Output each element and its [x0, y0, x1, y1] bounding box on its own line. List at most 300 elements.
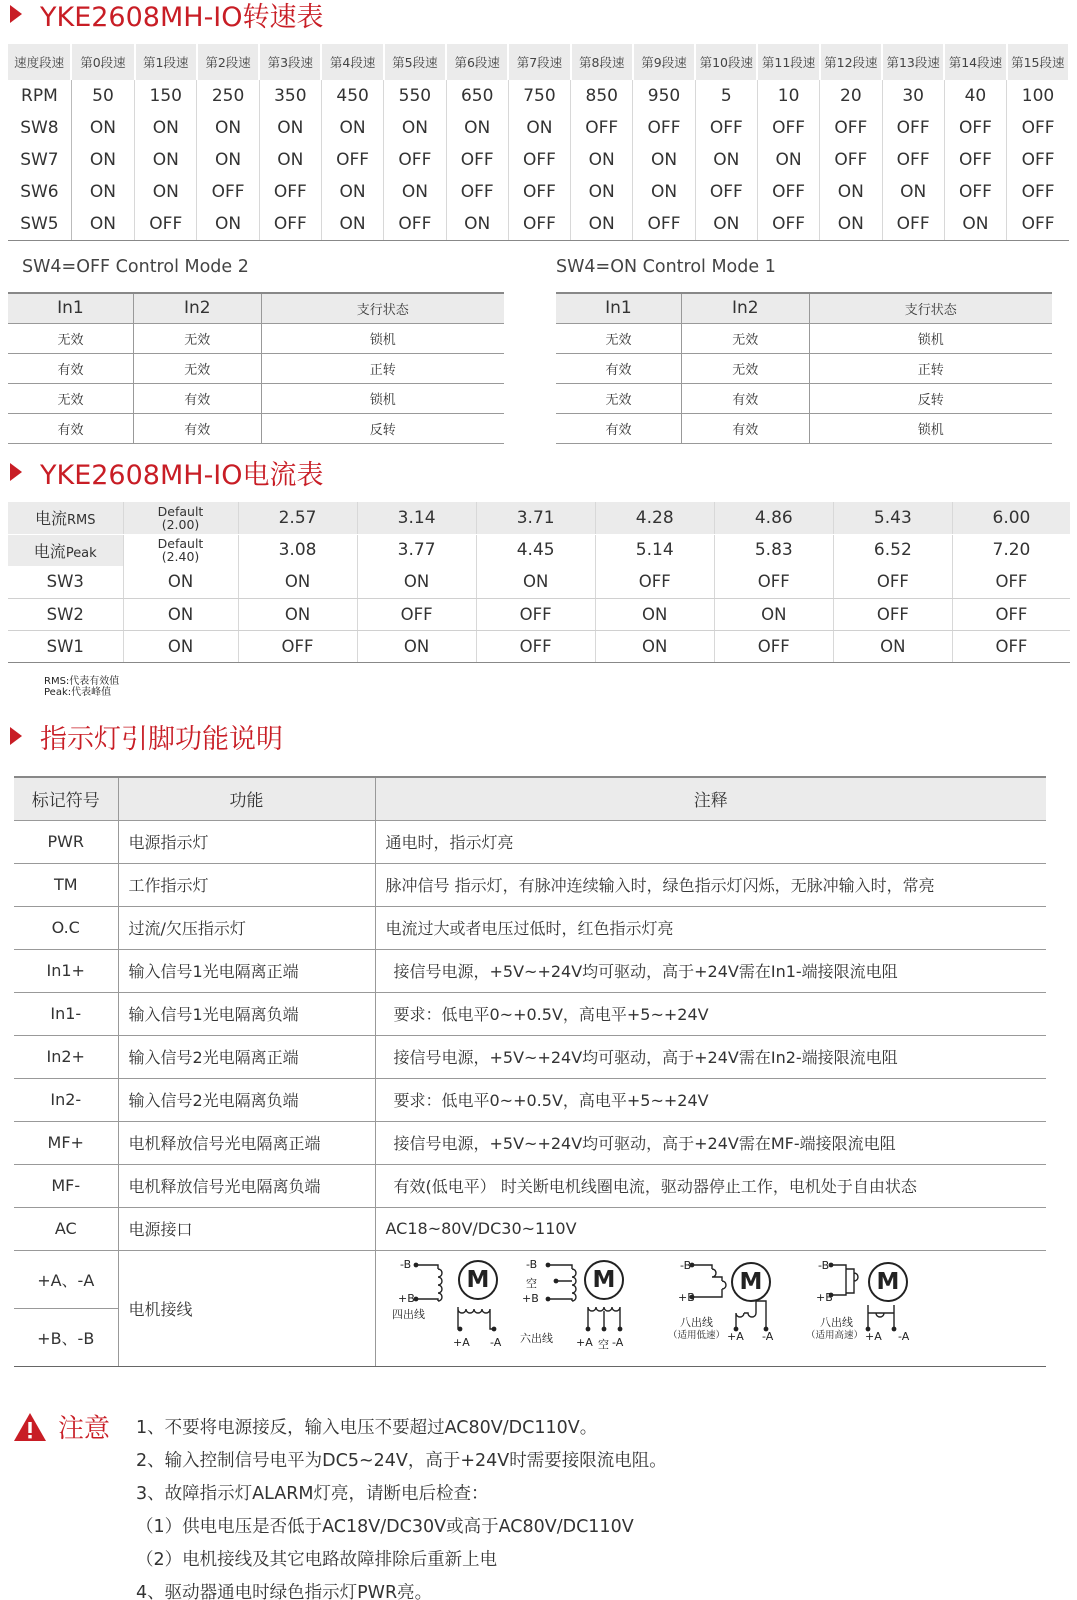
motor-symbol-2: M — [584, 1260, 624, 1300]
indicator-note: 有效(低电平） 时关断电机线圈电流，驱动器停止工作，电机处于自由状态 — [375, 1164, 1046, 1207]
speed-header-cell: 第0段速 — [71, 44, 134, 80]
attention-item: 2、输入控制信号电平为DC5~24V，高于+24V时需要接限流电阻。 — [136, 1451, 667, 1471]
mode1-cell: 无效 — [681, 323, 809, 353]
current-switch-row — [8, 598, 1070, 630]
speed-cell: OFF — [508, 144, 570, 176]
speed-cell: ON — [135, 176, 197, 208]
current-peak-label — [8, 534, 123, 566]
current-section-title: YKE2608MH-IO电流表 — [10, 452, 324, 492]
speed-cell: 50 — [71, 80, 134, 112]
d3-minus-b: -B — [680, 1259, 692, 1272]
speed-cell: ON — [197, 112, 259, 144]
speed-cell: ON — [259, 112, 321, 144]
mode1-cell: 锁机 — [809, 413, 1052, 443]
speed-cell: ON — [384, 176, 446, 208]
current-note-rms: RMS:代表有效值 — [44, 676, 120, 687]
speed-cell: ON — [197, 144, 259, 176]
switch-cell: OFF — [357, 598, 476, 630]
mode2-header-cell: In2 — [133, 293, 261, 323]
speed-cell: 40 — [944, 80, 1006, 112]
speed-cell: 5 — [695, 80, 757, 112]
speed-cell: 250 — [197, 80, 259, 112]
mode2-cell: 无效 — [8, 383, 133, 413]
indicator-key: In2+ — [14, 1035, 118, 1078]
current-value-cell: 5.14 — [595, 534, 714, 566]
switch-cell: ON — [357, 566, 476, 598]
indicator-key: In2- — [14, 1078, 118, 1121]
speed-header-cell: 第8段速 — [571, 44, 633, 80]
mode2-cell: 有效 — [133, 413, 261, 443]
indicator-note: 接信号电源，+5V~+24V均可驱动，高于+24V需在In1-端接限流电阻 — [375, 949, 1046, 992]
indicator-function: 输入信号2光电隔离负端 — [118, 1078, 375, 1121]
speed-header-cell: 第12段速 — [820, 44, 882, 80]
d3-minus-a: -A — [762, 1330, 774, 1343]
speed-header-cell: 第6段速 — [446, 44, 508, 80]
mode2-cell: 无效 — [133, 353, 261, 383]
current-value-cell: 3.14 — [357, 502, 476, 534]
current-value-cell: 5.83 — [714, 534, 833, 566]
speed-header-row — [8, 44, 1069, 80]
speed-header-cell: 第15段速 — [1007, 44, 1069, 80]
speed-row — [8, 176, 1069, 208]
current-note-peak: Peak:代表峰值 — [44, 687, 112, 698]
d2-plus-b: +B — [522, 1292, 539, 1305]
speed-cell: ON — [633, 144, 695, 176]
section-triangle-icon — [10, 463, 22, 481]
speed-cell: ON — [446, 208, 508, 240]
speed-cell: 100 — [1021, 86, 1055, 106]
speed-cell: OFF — [882, 112, 944, 144]
current-value-cell: 5.43 — [833, 502, 952, 534]
speed-cell: OFF — [508, 176, 570, 208]
indicator-row — [14, 1164, 1046, 1207]
speed-cell: OFF — [446, 176, 508, 208]
speed-cell: OFF — [944, 144, 1006, 176]
speed-cell: OFF — [1021, 118, 1055, 138]
speed-cell: ON — [135, 112, 197, 144]
speed-cell: ON — [71, 176, 134, 208]
indicator-function: 电机释放信号光电隔离正端 — [118, 1121, 375, 1164]
indicator-note: 脉冲信号 指示灯，有脉冲连续输入时，绿色指示灯闪烁，无脉冲输入时，常亮 — [375, 863, 1046, 906]
mode1-header-cell: In1 — [556, 293, 681, 323]
speed-cell: 550 — [384, 80, 446, 112]
attention-item: 1、不要将电源接反，输入电压不要超过AC80V/DC110V。 — [136, 1418, 598, 1438]
mode1-cell: 有效 — [681, 413, 809, 443]
switch-cell: ON — [123, 598, 238, 630]
attention-item: （2）电机接线及其它电路故障排除后重新上电 — [136, 1550, 498, 1570]
speed-cell: ON — [882, 176, 944, 208]
speed-cell: OFF — [259, 208, 321, 240]
mode2-row — [8, 323, 504, 353]
speed-cell: OFF — [882, 208, 944, 240]
speed-cell: OFF — [820, 112, 882, 144]
d1-plus-b: +B — [398, 1292, 415, 1305]
attention-heading: 注意 — [12, 1408, 110, 1445]
current-table — [8, 502, 1070, 663]
switch-cell: ON — [476, 566, 595, 598]
speed-header-cell: 第3段速 — [259, 44, 321, 80]
speed-header-cell: 第13段速 — [882, 44, 944, 80]
d1-minus-a: -A — [490, 1336, 502, 1349]
indicator-key: In1- — [14, 992, 118, 1035]
speed-cell: OFF — [197, 176, 259, 208]
switch-cell: ON — [595, 630, 714, 662]
mode2-row — [8, 353, 504, 383]
speed-cell: OFF — [944, 176, 1006, 208]
current-value-cell: 4.28 — [595, 502, 714, 534]
indicator-header-cell: 标记符号 — [14, 777, 118, 820]
speed-cell: ON — [820, 176, 882, 208]
speed-cell: OFF — [135, 208, 197, 240]
mode1-cell: 反转 — [809, 383, 1052, 413]
speed-cell: ON — [633, 176, 695, 208]
speed-cell: 750 — [508, 80, 570, 112]
d4-minus-b: -B — [818, 1259, 830, 1272]
speed-cell: OFF — [508, 208, 570, 240]
speed-cell: OFF — [571, 112, 633, 144]
mode2-cell: 反转 — [261, 413, 504, 443]
speed-cell: OFF — [384, 208, 446, 240]
switch-cell: ON — [833, 630, 952, 662]
indicator-header-cell: 功能 — [118, 777, 375, 820]
indicator-row — [14, 949, 1046, 992]
d2-empty-2: 空 — [598, 1338, 609, 1351]
mode2-cell: 锁机 — [261, 323, 504, 353]
mode1-cell: 有效 — [681, 383, 809, 413]
speed-cell: OFF — [446, 144, 508, 176]
speed-cell: OFF — [633, 208, 695, 240]
speed-cell: ON — [71, 144, 134, 176]
switch-label: SW2 — [8, 598, 123, 630]
d3-caption: 八出线 — [680, 1316, 713, 1329]
speed-cell: 650 — [446, 80, 508, 112]
current-label-sub: Peak — [65, 545, 97, 561]
current-label-main: 电流 — [34, 509, 67, 529]
speed-header-cell: 第5段速 — [384, 44, 446, 80]
indicator-function: 电源指示灯 — [118, 820, 375, 863]
switch-cell: OFF — [952, 598, 1070, 630]
current-value-cell: 2.57 — [238, 502, 357, 534]
speed-row-label: SW8 — [8, 112, 71, 144]
speed-cell: ON — [571, 144, 633, 176]
mode2-table — [8, 292, 504, 444]
switch-cell: OFF — [238, 630, 357, 662]
motor-symbol-1: M — [458, 1260, 498, 1300]
speed-cell: 30 — [882, 80, 944, 112]
d4-plus-a: +A — [865, 1330, 882, 1343]
d1-caption: 四出线 — [392, 1308, 425, 1321]
indicator-row — [14, 820, 1046, 863]
speed-header-cell: 速度段速 — [8, 44, 71, 80]
mode1-cell: 无效 — [556, 323, 681, 353]
speed-cell: ON — [321, 176, 383, 208]
mode2-cell: 有效 — [133, 383, 261, 413]
speed-cell: ON — [695, 144, 757, 176]
speed-cell: ON — [321, 208, 383, 240]
d4-minus-a: -A — [898, 1330, 910, 1343]
indicator-row — [14, 863, 1046, 906]
current-value-cell: 3.71 — [476, 502, 595, 534]
speed-header-cell: 第4段速 — [321, 44, 383, 80]
indicator-note: 接信号电源，+5V~+24V均可驱动，高于+24V需在MF-端接限流电阻 — [375, 1121, 1046, 1164]
current-peak-row — [8, 534, 1070, 566]
current-label-main: 电流 — [33, 541, 66, 561]
current-rms-label — [8, 502, 123, 534]
speed-cell: ON — [820, 208, 882, 240]
speed-row — [8, 80, 1069, 112]
d4-plus-b: +B — [816, 1291, 833, 1304]
current-value-cell: 3.77 — [357, 534, 476, 566]
speed-cell: ON — [944, 208, 1006, 240]
mode1-row — [556, 323, 1052, 353]
indicator-row — [14, 1078, 1046, 1121]
mode2-cell: 正转 — [261, 353, 504, 383]
current-value-cell: 3.08 — [238, 534, 357, 566]
switch-cell: ON — [238, 598, 357, 630]
switch-cell: OFF — [714, 566, 833, 598]
speed-header-cell: 第7段速 — [508, 44, 570, 80]
section-triangle-icon — [10, 727, 22, 745]
mode1-cell: 锁机 — [809, 323, 1052, 353]
speed-header-cell: 第10段速 — [695, 44, 757, 80]
speed-cell: ON — [508, 112, 570, 144]
indicator-key: MF- — [14, 1164, 118, 1207]
speed-cell: OFF — [321, 144, 383, 176]
mode1-cell: 无效 — [681, 353, 809, 383]
indicator-row — [14, 1035, 1046, 1078]
speed-cell: OFF — [1021, 150, 1055, 170]
d1-plus-a: +A — [453, 1336, 470, 1349]
d2-caption: 六出线 — [520, 1332, 553, 1345]
mode1-cell: 有效 — [556, 353, 681, 383]
current-switch-row — [8, 630, 1070, 662]
d2-minus-a: -A — [612, 1336, 624, 1349]
speed-row-label: RPM — [8, 80, 71, 112]
mode2-title: SW4=OFF Control Mode 2 — [22, 257, 249, 277]
speed-cell: 950 — [633, 80, 695, 112]
indicator-row — [14, 1121, 1046, 1164]
d2-empty-1: 空 — [526, 1277, 537, 1290]
indicator-key: In1+ — [14, 949, 118, 992]
indicator-row — [14, 906, 1046, 949]
speed-cell: OFF — [944, 112, 1006, 144]
d1-minus-b: -B — [400, 1258, 412, 1271]
mode2-cell: 无效 — [8, 323, 133, 353]
speed-row — [8, 144, 1069, 176]
current-value-cell: 4.45 — [476, 534, 595, 566]
speed-header-cell: 第9段速 — [633, 44, 695, 80]
wiring-function: 电机接线 — [118, 1250, 375, 1366]
switch-label: SW1 — [8, 630, 123, 662]
switch-cell: ON — [714, 598, 833, 630]
mode2-header-row — [8, 293, 504, 323]
indicator-function: 过流/欠压指示灯 — [118, 906, 375, 949]
mode1-row — [556, 413, 1052, 443]
d2-minus-b: -B — [526, 1258, 538, 1271]
current-default-cell — [123, 502, 238, 534]
speed-cell: 450 — [321, 80, 383, 112]
speed-cell: ON — [695, 208, 757, 240]
d3-plus-a: +A — [727, 1330, 744, 1343]
mode2-row — [8, 383, 504, 413]
switch-cell: ON — [595, 598, 714, 630]
section-triangle-icon — [10, 5, 22, 23]
speed-row-label: SW6 — [8, 176, 71, 208]
indicator-key: O.C — [14, 906, 118, 949]
mode2-row — [8, 413, 504, 443]
speed-row-label: SW7 — [8, 144, 71, 176]
speed-header-cell: 第14段速 — [944, 44, 1006, 80]
speed-cell: 850 — [571, 80, 633, 112]
speed-cell: 10 — [757, 80, 819, 112]
speed-cell: OFF — [259, 176, 321, 208]
speed-header-cell: 第1段速 — [135, 44, 197, 80]
switch-cell: OFF — [595, 566, 714, 598]
mode1-header-row — [556, 293, 1052, 323]
speed-cell: ON — [571, 208, 633, 240]
speed-cell: ON — [571, 176, 633, 208]
speed-cell: OFF — [757, 208, 819, 240]
mode1-header-cell: 支行状态 — [809, 293, 1052, 323]
speed-cell: OFF — [633, 112, 695, 144]
speed-cell: ON — [135, 144, 197, 176]
speed-cell: OFF — [820, 144, 882, 176]
mode2-cell: 无效 — [133, 323, 261, 353]
indicator-row — [14, 1207, 1046, 1250]
indicator-header-row — [14, 777, 1046, 820]
current-value-cell: 6.52 — [833, 534, 952, 566]
speed-cell: ON — [321, 112, 383, 144]
speed-cell: OFF — [695, 112, 757, 144]
indicator-function: 输入信号1光电隔离正端 — [118, 949, 375, 992]
motor-symbol-4: M — [868, 1262, 908, 1302]
switch-cell: ON — [238, 566, 357, 598]
switch-cell: OFF — [476, 598, 595, 630]
wiring-key-a: +A、-A — [14, 1250, 118, 1308]
d2-plus-a: +A — [576, 1336, 593, 1349]
mode2-cell: 有效 — [8, 353, 133, 383]
mode1-cell: 正转 — [809, 353, 1052, 383]
indicator-note: 通电时，指示灯亮 — [375, 820, 1046, 863]
switch-cell: OFF — [952, 566, 1070, 598]
speed-cell: ON — [197, 208, 259, 240]
attention-item: （1）供电电压是否低于AC18V/DC30V或高于AC80V/DC110V — [136, 1517, 634, 1537]
indicator-row — [14, 992, 1046, 1035]
current-value-cell: 7.20 — [992, 540, 1031, 561]
default-value: (2.40) — [161, 549, 200, 565]
current-switch-row — [8, 566, 1070, 598]
speed-cell: ON — [446, 112, 508, 144]
attention-item: 4、驱动器通电时绿色指示灯PWR亮。 — [136, 1583, 433, 1600]
speed-header-cell: 第11段速 — [757, 44, 819, 80]
indicator-function: 电机释放信号光电隔离负端 — [118, 1164, 375, 1207]
indicator-section-title: 指示灯引脚功能说明 — [10, 716, 283, 756]
speed-cell: OFF — [757, 112, 819, 144]
speed-table — [8, 44, 1070, 241]
switch-label: SW3 — [8, 566, 123, 598]
current-label-sub: RMS — [67, 513, 96, 529]
switch-cell: ON — [123, 566, 238, 598]
speed-cell: ON — [384, 112, 446, 144]
current-value-cell: 6.00 — [952, 502, 1070, 534]
speed-row-label: SW5 — [8, 208, 71, 240]
speed-cell: 350 — [259, 80, 321, 112]
d3-plus-b: +B — [678, 1291, 695, 1304]
speed-cell: OFF — [882, 144, 944, 176]
speed-row — [8, 112, 1069, 144]
indicator-note: 接信号电源，+5V~+24V均可驱动，高于+24V需在In2-端接限流电阻 — [375, 1035, 1046, 1078]
indicator-key: AC — [14, 1207, 118, 1250]
d4-caption: 八出线 — [820, 1316, 853, 1329]
indicator-note: AC18~80V/DC30~110V — [375, 1207, 1046, 1250]
speed-cell: OFF — [1007, 208, 1069, 240]
mode1-header-cell: In2 — [681, 293, 809, 323]
warning-triangle-icon — [12, 1411, 48, 1443]
switch-cell: OFF — [952, 630, 1070, 662]
speed-cell: ON — [71, 208, 134, 240]
switch-cell: OFF — [833, 566, 952, 598]
motor-symbol-3: M — [731, 1262, 771, 1302]
current-rms-row — [8, 502, 1070, 534]
wiring-key-b: +B、-B — [14, 1308, 118, 1366]
default-value: (2.00) — [161, 516, 200, 532]
speed-cell: 150 — [135, 80, 197, 112]
mode2-header-cell: In1 — [8, 293, 133, 323]
indicator-header-cell: 注释 — [375, 777, 1046, 820]
indicator-function: 输入信号1光电隔离负端 — [118, 992, 375, 1035]
speed-cell: OFF — [384, 144, 446, 176]
attention-item: 3、故障指示灯ALARM灯亮，请断电后检查： — [136, 1484, 489, 1504]
speed-cell: ON — [259, 144, 321, 176]
indicator-note: 要求：低电平0~+0.5V，高电平+5~+24V — [375, 992, 1046, 1035]
indicator-key: MF+ — [14, 1121, 118, 1164]
mode2-cell: 锁机 — [261, 383, 504, 413]
speed-cell: OFF — [757, 176, 819, 208]
indicator-function: 输入信号2光电隔离正端 — [118, 1035, 375, 1078]
mode2-cell: 有效 — [8, 413, 133, 443]
speed-section-title: YKE2608MH-IO转速表 — [10, 0, 324, 34]
indicator-note: 电流过大或者电压过低时，红色指示灯亮 — [375, 906, 1046, 949]
indicator-note: 要求：低电平0~+0.5V，高电平+5~+24V — [375, 1078, 1046, 1121]
switch-cell: OFF — [476, 630, 595, 662]
d3-sub: （适用低速） — [668, 1330, 726, 1341]
speed-row — [8, 208, 1069, 240]
switch-cell: OFF — [714, 630, 833, 662]
mode1-row — [556, 383, 1052, 413]
speed-header-cell: 第2段速 — [197, 44, 259, 80]
current-default-cell — [123, 534, 238, 566]
mode2-header-cell: 支行状态 — [261, 293, 504, 323]
mode1-row — [556, 353, 1052, 383]
mode1-title: SW4=ON Control Mode 1 — [556, 257, 776, 277]
mode1-cell: 有效 — [556, 413, 681, 443]
indicator-function: 工作指示灯 — [118, 863, 375, 906]
indicator-function: 电源接口 — [118, 1207, 375, 1250]
current-value-cell: 4.86 — [714, 502, 833, 534]
speed-cell: OFF — [695, 176, 757, 208]
speed-cell: ON — [757, 144, 819, 176]
d4-sub: （适用高速） — [806, 1330, 864, 1341]
default-label: Default — [157, 503, 204, 519]
speed-cell: 20 — [820, 80, 882, 112]
switch-cell: ON — [357, 630, 476, 662]
speed-cell: ON — [71, 112, 134, 144]
switch-cell: ON — [123, 630, 238, 662]
switch-cell: OFF — [833, 598, 952, 630]
default-label: Default — [157, 536, 204, 552]
indicator-key: PWR — [14, 820, 118, 863]
mode1-table — [556, 292, 1052, 444]
